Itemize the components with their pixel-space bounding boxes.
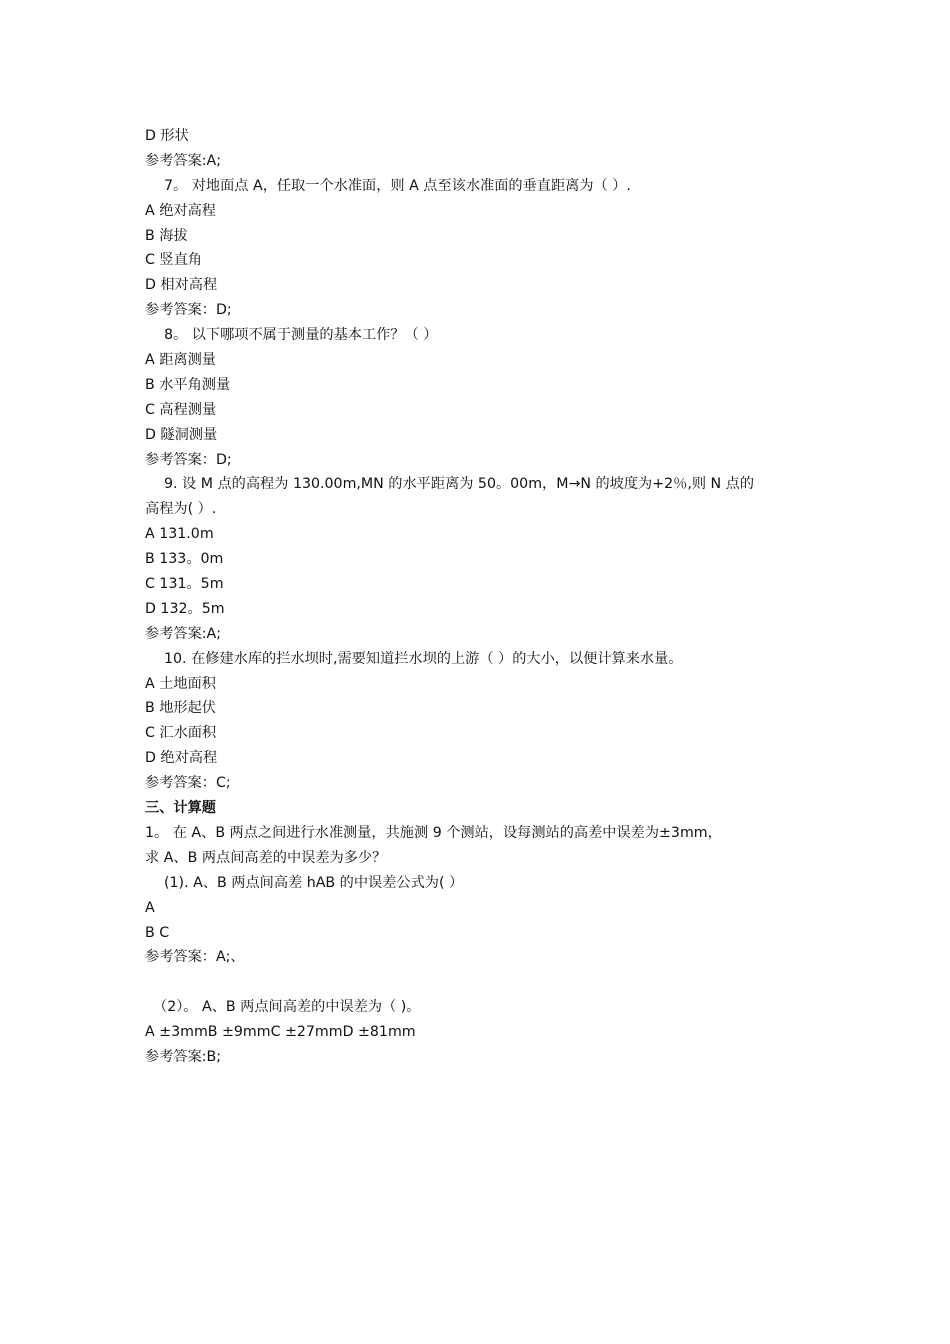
answer-line: 参考答案：D; [145, 302, 232, 319]
option-a-line: A 131.0m [145, 526, 214, 543]
option-d-line: D 132。5m [145, 600, 225, 617]
document-page [145, 124, 810, 1070]
option-a-line: A 绝对高程 [145, 202, 216, 219]
answer-line: 参考答案：C; [145, 775, 231, 792]
calc-question-1-continuation: 求 A、B 两点间高差的中误差为多少？ [145, 849, 387, 866]
option-c-line: C 高程测量 [145, 401, 217, 418]
option-a-line: A 土地面积 [145, 675, 216, 692]
calc-question-1: 1。 在 A、B 两点之间进行水准测量，共施测 9 个测站，设每测站的高差中误差为±3mm， [145, 824, 722, 841]
option-c-line: C 竖直角 [145, 252, 202, 269]
question-9-continuation: 高程为( ）. [145, 501, 217, 518]
option-d-line: D 隧洞测量 [145, 426, 218, 443]
answer-line: 参考答案:A; [145, 625, 222, 642]
question-9: 9. 设 M 点的高程为 130.00m,MN 的水平距离为 50。00m，M→N 的坡度为+2％,则 N 点的 [164, 476, 755, 493]
answer-line: 参考答案：D; [145, 451, 232, 468]
option-d-line: D 绝对高程 [145, 750, 218, 767]
section-heading: 三、计算题 [145, 800, 216, 817]
sub-question-1: (1). A、B 两点间高差 hAB 的中误差公式为( ） [164, 874, 464, 891]
option-b-line: B 海拔 [145, 227, 188, 244]
option-b-line: B 133。0m [145, 551, 224, 568]
option-b-line: B 水平角测量 [145, 376, 231, 393]
answer-line: 参考答案:B; [145, 1048, 222, 1065]
option-a-line: A [145, 899, 155, 916]
sub-question-2: （2）。 A、B 两点间高差的中误差为（ )。 [153, 999, 421, 1016]
option-bc-line: B C [145, 924, 170, 941]
blank-line [145, 970, 810, 995]
answer-line: 参考答案：A;、 [145, 949, 245, 966]
option-c-line: C 131。5m [145, 576, 224, 593]
question-8: 8。 以下哪项不属于测量的基本工作？（ ） [164, 327, 438, 344]
option-c-line: C 汇水面积 [145, 725, 217, 742]
question-7: 7。 对地面点 A，任取一个水准面，则 A 点至该水准面的垂直距离为（ ）. [164, 177, 631, 194]
option-d-line: D 相对高程 [145, 277, 218, 294]
option-a-line: A 距离测量 [145, 352, 216, 369]
option-b-line: B 地形起伏 [145, 700, 216, 717]
options-inline-line: A ±3mmB ±9mmC ±27mmD ±81mm [145, 1024, 416, 1041]
option-d-line: D 形状 [145, 128, 189, 144]
answer-line: 参考答案:A; [145, 152, 222, 169]
question-10: 10. 在修建水库的拦水坝时,需要知道拦水坝的上游（ ）的大小，以便计算来水量。 [164, 650, 683, 667]
